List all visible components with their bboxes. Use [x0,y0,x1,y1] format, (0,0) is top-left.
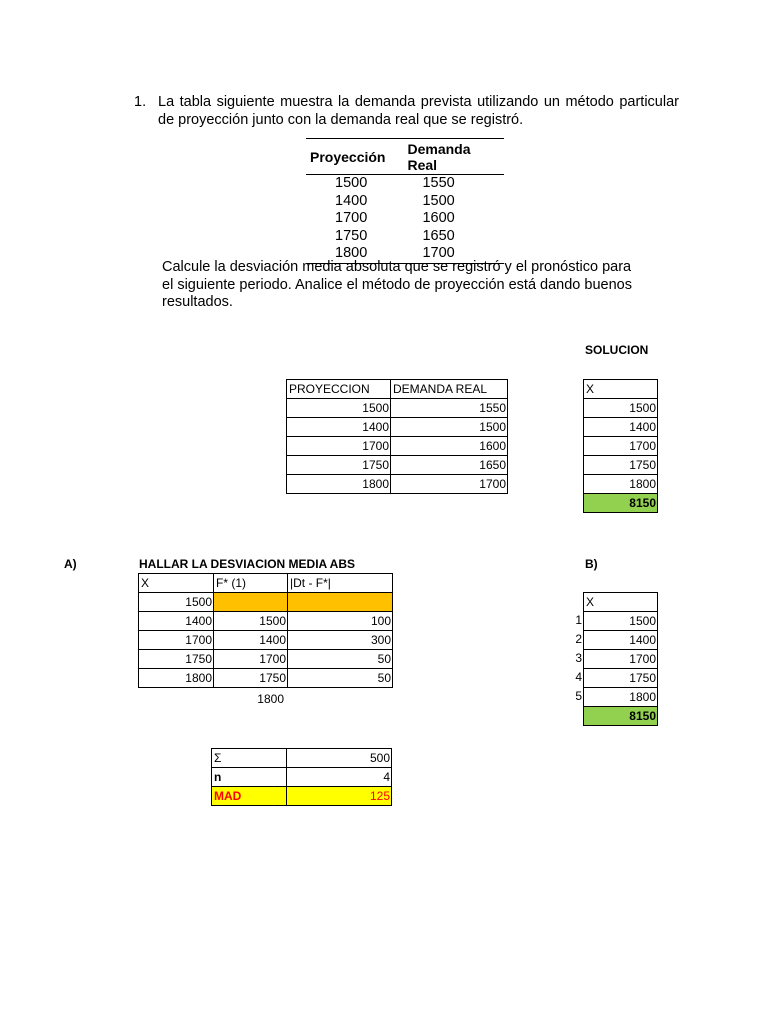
problem-statement [134,94,679,129]
table-row: 1700 1600 [287,437,508,456]
table-row: 1700 [584,650,658,669]
x-header: X [584,380,658,399]
header-abs-error: |Dt - F*| [288,574,393,593]
table-row: 1700 1400 300 [139,631,393,650]
table-row: 1750 [584,456,658,475]
index-4: 4 [575,670,582,684]
source-row: 1400 1500 [335,192,455,209]
summary-table [211,748,392,806]
mad-row [212,787,392,806]
index-2: 2 [575,632,582,646]
table-row: 1400 [584,418,658,437]
highlighted-cell [214,593,288,612]
header-forecast: F* (1) [214,574,288,593]
index-3: 3 [575,651,582,665]
header-demanda-real: DEMANDA REAL [391,380,508,399]
sum-value: 500 [287,749,392,768]
table-row: 1500 [584,612,658,631]
table-row: 1800 [584,475,658,494]
source-row: 1700 1600 [335,210,455,226]
table-row: 1500 1550 [287,399,508,418]
header-x: X [139,574,214,593]
section-b-label: B) [585,557,598,571]
sum-label: Σ [212,749,287,768]
source-row: 1800 1700 [306,245,504,263]
table-row: 1500 [139,593,393,612]
source-table [306,138,504,264]
instruction-text: Calcule la desviación media absoluta que se registró y el pronóstico para el siguiente periodo. Analice el método de proyección está dando buenos resultados. [162,259,632,310]
x-table-b [583,592,658,726]
mad-value: 125 [287,787,392,806]
mad-label: MAD [212,787,287,806]
table-row: 1800 1700 [287,475,508,494]
index-1: 1 [575,613,582,627]
table-row: 1400 1500 100 [139,612,393,631]
source-row: 1750 1650 [335,227,455,244]
total-cell: 8150 [584,494,658,513]
x-table-top [583,379,658,513]
sum-row [212,749,392,768]
table-row: 1800 [584,688,658,707]
table-row: 1700 [584,437,658,456]
n-value: 4 [287,768,392,787]
solucion-label: SOLUCION [585,343,649,357]
section-a-title: HALLAR LA DESVIACION MEDIA ABS [139,557,355,571]
table-row: 1400 [584,631,658,650]
table-row: 1500 [584,399,658,418]
table-row: 1750 [584,669,658,688]
table-row: 1750 1650 [287,456,508,475]
table-row: 1400 1500 [287,418,508,437]
header-proyeccion: PROYECCION [287,380,391,399]
n-label: n [212,768,287,787]
section-a-label: A) [64,557,77,571]
data-table [286,379,508,494]
source-header-demanda: Demanda Real [389,139,504,175]
index-5: 5 [575,689,582,703]
source-header-proyeccion: Proyección [306,139,389,175]
mad-table [138,573,393,688]
x-header: X [584,593,658,612]
total-cell: 8150 [584,707,658,726]
table-row: 1800 1750 50 [139,669,393,688]
source-row: 1500 1550 [335,175,455,191]
problem-text: La tabla siguiente muestra la demanda prevista utilizando un método particular de proyección junto con la demanda real que se registró. [158,94,679,128]
next-forecast: 1800 [257,692,284,706]
highlighted-cell [288,593,393,612]
n-row [212,768,392,787]
problem-number: 1. [134,94,147,110]
table-row: 1750 1700 50 [139,650,393,669]
